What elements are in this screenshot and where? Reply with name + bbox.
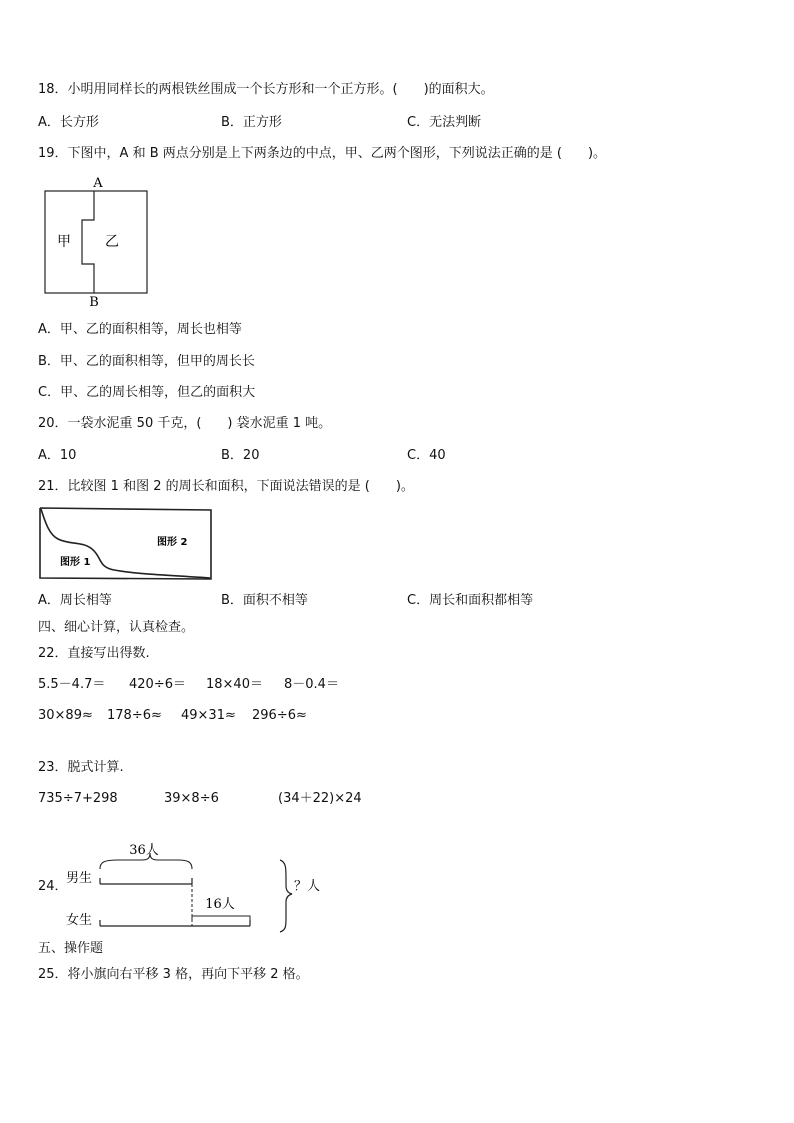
q24-number: 24． (38, 879, 68, 894)
q19-figure (40, 174, 152, 308)
q22-row2-item4: 296÷6≈ (252, 708, 307, 723)
q19-label-a: A (93, 176, 103, 191)
section-5-heading: 五、操作题 (38, 941, 104, 956)
q20-stem: 20．一袋水泥重 50 千克，( ) 袋水泥重 1 吨。 (38, 416, 332, 431)
q22-row1-item3: 18×40＝ (206, 677, 263, 692)
q21-stem: 21．比较图 1 和图 2 的周长和面积，下面说法错误的是 ( )。 (38, 479, 414, 494)
q20-option-a[interactable]: A．10 (38, 448, 77, 463)
q20-option-c[interactable]: C．40 (407, 448, 446, 463)
q21-option-b[interactable]: B．面积不相等 (221, 593, 308, 608)
q19-label-jia: 甲 (57, 234, 71, 250)
q18-option-a[interactable]: A．长方形 (38, 115, 99, 130)
q23-item1: 735÷7+298 (38, 791, 118, 806)
q24-diff-label: 16人 (205, 897, 235, 912)
q18-option-c[interactable]: C．无法判断 (407, 115, 482, 130)
q18-stem: 18．小明用同样长的两根铁丝围成一个长方形和一个正方形。( )的面积大。 (38, 82, 494, 97)
q24-boys-label: 男生 (66, 871, 93, 886)
q19-stem: 19．下图中，A 和 B 两点分别是上下两条边的中点，甲、乙两个图形，下列说法正确的是 ( )。 (38, 146, 607, 161)
q22-row1-item1: 5.5－4.7＝ (38, 677, 106, 692)
q19-option-a[interactable]: A．甲、乙的面积相等，周长也相等 (38, 322, 242, 337)
q22-stem: 22．直接写出得数. (38, 646, 150, 661)
section-4-heading: 四、细心计算，认真检查。 (38, 620, 195, 635)
q24-diff-brace (192, 916, 250, 922)
q20-option-b[interactable]: B．20 (221, 448, 260, 463)
q22-row2-item3: 49×31≈ (181, 708, 236, 723)
q24-boys-count: 36人 (129, 843, 159, 858)
q23-item3: (34＋22)×24 (278, 791, 362, 806)
q19-label-yi: 乙 (105, 234, 119, 250)
q22-row2-item2: 178÷6≈ (107, 708, 162, 723)
q24-question-label: ？人 (294, 879, 321, 894)
q23-item2: 39×8÷6 (164, 791, 219, 806)
q19-option-b[interactable]: B．甲、乙的面积相等，但甲的周长长 (38, 354, 255, 369)
q24-girls-label: 女生 (66, 913, 93, 928)
q23-stem: 23．脱式计算. (38, 760, 124, 775)
q24-total-brace (280, 860, 292, 932)
q19-label-b: B (89, 295, 99, 308)
q19-divider-line (82, 191, 94, 293)
q18-option-b[interactable]: B．正方形 (221, 115, 282, 130)
q22-row1-item2: 420÷6＝ (129, 677, 186, 692)
q21-option-c[interactable]: C．周长和面积都相等 (407, 593, 534, 608)
q25-stem: 25．将小旗向右平移 3 格，再向下平移 2 格。 (38, 967, 309, 982)
q22-row2-item1: 30×89≈ (38, 708, 93, 723)
q21-label-shape2: 图形 2 (157, 537, 188, 548)
q24-line-diagram (60, 838, 330, 934)
q21-figure (36, 505, 214, 583)
q21-label-shape1: 图形 1 (60, 557, 91, 568)
q22-row1-item4: 8－0.4＝ (284, 677, 339, 692)
q21-option-a[interactable]: A．周长相等 (38, 593, 112, 608)
q19-option-c[interactable]: C．甲、乙的周长相等，但乙的面积大 (38, 385, 256, 400)
